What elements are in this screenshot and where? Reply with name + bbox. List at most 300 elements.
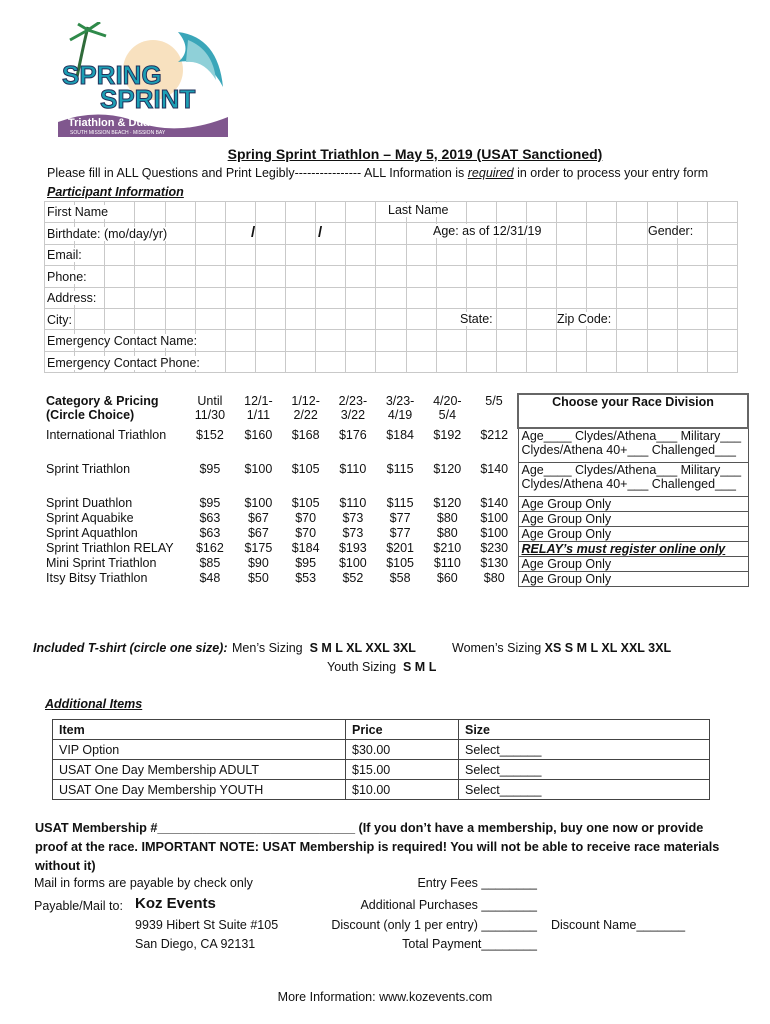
grid-cell[interactable] [195,330,225,351]
grid-cell[interactable] [617,351,647,372]
price-cell[interactable]: $73 [342,526,364,540]
price-cell[interactable]: $52 [342,571,364,585]
category-name[interactable]: Itsy Bitsy Triathlon [46,571,148,585]
grid-cell[interactable] [587,202,617,223]
grid-cell[interactable] [225,244,255,265]
price-cell[interactable]: $105 [291,496,320,510]
division-cell[interactable] [518,556,748,571]
price-cell[interactable]: $105 [291,462,320,476]
grid-cell[interactable] [587,266,617,287]
grid-cell[interactable] [406,223,436,244]
grid-cell[interactable] [677,351,707,372]
grid-cell[interactable] [316,308,346,329]
price-cell[interactable]: $201 [386,541,414,555]
grid-cell[interactable] [436,244,466,265]
category-row[interactable] [43,541,748,556]
grid-cell[interactable] [346,330,376,351]
grid-cell[interactable] [346,351,376,372]
grid-cell[interactable] [707,330,737,351]
grid-cell[interactable] [406,287,436,308]
grid-cell[interactable] [135,202,165,223]
additional-purchases-field[interactable]: Additional Purchases ________ [360,898,537,912]
tshirt-label: Included T-shirt (circle one size): [33,641,228,655]
grid-cell[interactable] [466,287,496,308]
additional-item-row[interactable] [53,780,710,800]
price-cell[interactable]: $152 [195,428,224,442]
price-cell[interactable]: $110 [433,556,461,570]
category-header: Category & Pricing (Circle Choice) [46,394,159,422]
grid-cell[interactable] [195,308,225,329]
grid-cell[interactable] [195,244,225,265]
grid-cell[interactable] [587,287,617,308]
grid-cell[interactable] [527,244,557,265]
price-cell[interactable]: $120 [433,496,462,510]
division-text: RELAY’s must register online only [521,541,726,556]
grid-cell[interactable] [286,223,316,244]
price-cell[interactable]: $90 [247,556,269,570]
price-cell[interactable]: $70 [295,511,317,525]
category-name[interactable]: Sprint Duathlon [46,496,133,510]
division-cell[interactable] [518,526,748,541]
grid-cell[interactable] [466,244,496,265]
grid-cell[interactable] [527,266,557,287]
price-cell[interactable]: $110 [339,496,367,510]
price-cell[interactable]: $212 [480,428,509,442]
grid-cell[interactable] [346,202,376,223]
grid-cell[interactable] [255,308,285,329]
category-name[interactable]: Mini Sprint Triathlon [46,556,157,570]
price-cell[interactable]: $67 [247,526,269,540]
grid-cell[interactable] [557,330,587,351]
division-text: Age Group Only [521,511,612,526]
grid-cell[interactable] [557,202,587,223]
grid-cell[interactable] [406,330,436,351]
grid-cell[interactable] [255,266,285,287]
page-title: Spring Sprint Triathlon – May 5, 2019 (USAT Sanctioned) [227,146,603,162]
grid-cell[interactable] [436,330,466,351]
price-cell[interactable]: $100 [480,526,509,540]
grid-cell[interactable] [346,244,376,265]
division-cell[interactable] [518,541,748,556]
grid-row-address[interactable] [45,287,738,308]
grid-cell[interactable] [255,330,285,351]
division-header: Choose your Race Division [518,394,748,428]
price-cell[interactable]: $162 [195,541,224,555]
category-name[interactable]: Sprint Aquathlon [46,526,138,540]
category-row[interactable] [43,511,748,526]
additional-item-row[interactable] [53,740,710,760]
additional-items-heading: Additional Items [45,697,143,711]
category-row[interactable] [43,571,748,586]
price-cell[interactable]: $67 [247,511,269,525]
grid-cell[interactable] [557,244,587,265]
price-cell[interactable]: $110 [339,462,367,476]
grid-cell[interactable] [75,308,105,329]
grid-cell[interactable] [316,287,346,308]
items-head-price: Price [346,720,459,740]
grid-cell[interactable] [105,308,135,329]
grid-row-city[interactable] [45,308,738,329]
division-text: Age Group Only [521,496,612,511]
division-text: Age Group Only [521,526,612,541]
grid-cell[interactable] [316,244,346,265]
grid-cell[interactable] [557,351,587,372]
grid-cell[interactable] [225,308,255,329]
womens-sizing[interactable]: Women’s Sizing XS S M L XL XXL 3XL [452,641,672,655]
grid-cell[interactable] [496,266,526,287]
grid-cell[interactable] [105,266,135,287]
grid-cell[interactable] [617,287,647,308]
price-cell[interactable]: $115 [386,496,414,510]
division-text: Clydes/Athena 40+___ Challenged___ [521,443,736,457]
grid-cell[interactable] [135,308,165,329]
grid-cell[interactable] [436,351,466,372]
grid-cell[interactable] [677,244,707,265]
grid-cell[interactable] [707,287,737,308]
youth-sizing[interactable]: Youth Sizing S M L [327,660,437,674]
payable-label: Payable/Mail to: [34,899,123,913]
grid-cell[interactable] [286,244,316,265]
price-cell[interactable]: $50 [247,571,269,585]
participant-heading: Participant Information [47,185,184,199]
grid-cell[interactable] [105,287,135,308]
price-cell[interactable]: $105 [386,556,414,570]
additional-item-cell[interactable]: Select______ [459,760,710,780]
additional-item-row[interactable] [53,760,710,780]
price-cell[interactable]: $58 [389,571,411,585]
grid-cell[interactable] [617,330,647,351]
date-col-2: 1/12- 2/22 [291,394,320,422]
price-cell[interactable]: $184 [291,541,320,555]
grid-cell[interactable] [255,223,285,244]
grid-cell[interactable] [286,266,316,287]
grid-cell[interactable] [647,330,677,351]
grid-cell[interactable] [255,287,285,308]
grid-cell[interactable] [255,351,285,372]
grid-cell[interactable] [195,202,225,223]
additional-items-table [52,719,710,800]
additional-item-cell: $30.00 [346,740,459,760]
first-name-label: First Name [47,205,109,219]
date-col-3: 2/23- 3/22 [338,394,368,422]
price-cell[interactable]: $53 [295,571,317,585]
additional-item-cell[interactable]: Select______ [459,740,710,760]
grid-cell[interactable] [255,202,285,223]
price-cell[interactable]: $230 [480,541,509,555]
grid-cell[interactable] [376,330,406,351]
additional-item-cell: $10.00 [346,780,459,800]
grid-cell[interactable] [707,202,737,223]
grid-cell[interactable] [316,351,346,372]
grid-cell[interactable] [135,266,165,287]
price-cell[interactable]: $95 [199,496,221,510]
price-cell[interactable]: $115 [386,462,414,476]
date-col-6: 5/5 [485,394,503,408]
price-cell[interactable]: $77 [389,511,411,525]
grid-cell[interactable] [496,330,526,351]
grid-cell[interactable] [105,244,135,265]
state-label: State: [460,312,493,326]
grid-cell[interactable] [135,244,165,265]
grid-cell[interactable] [376,351,406,372]
price-cell[interactable]: $80 [436,511,458,525]
division-text: Age____ Clydes/Athena___ Military___ [521,462,742,477]
grid-cell[interactable] [195,223,225,244]
price-cell[interactable]: $77 [389,526,411,540]
division-text: Age Group Only [521,571,612,586]
grid-cell[interactable] [286,202,316,223]
grid-cell[interactable] [165,244,195,265]
grid-cell[interactable] [346,223,376,244]
price-cell[interactable]: $70 [295,526,317,540]
items-head-item: Item [53,720,346,740]
price-cell[interactable]: $193 [338,541,367,555]
grid-cell[interactable] [286,287,316,308]
entry-fees-field[interactable]: Entry Fees ________ [417,876,537,890]
price-cell[interactable]: $100 [244,496,273,510]
price-cell[interactable]: $160 [244,428,273,442]
mens-sizing[interactable]: Men’s Sizing S M L XL XXL 3XL [232,641,416,655]
logo-text-subtitle: Triathlon & Duathlon [68,117,177,129]
grid-cell[interactable] [225,266,255,287]
price-cell[interactable]: $60 [436,571,458,585]
discount-field[interactable]: Discount (only 1 per entry) ________ [331,918,537,932]
grid-cell[interactable] [527,330,557,351]
grid-cell[interactable] [346,266,376,287]
grid-cell[interactable] [466,330,496,351]
grid-cell[interactable] [225,330,255,351]
total-payment-field[interactable]: Total Payment________ [402,937,537,951]
price-cell[interactable]: $176 [338,428,367,442]
price-cell[interactable]: $100 [244,462,273,476]
grid-cell[interactable] [376,287,406,308]
emergency-name-label: Emergency Contact Name: [47,334,198,348]
birthdate-slash-1: / [251,224,256,241]
grid-cell[interactable] [557,223,587,244]
grid-cell[interactable] [707,308,737,329]
grid-cell[interactable] [225,287,255,308]
grid-cell[interactable] [587,351,617,372]
grid-cell[interactable] [527,308,557,329]
grid-cell[interactable] [677,266,707,287]
grid-cell[interactable] [707,244,737,265]
grid-row-phone[interactable] [45,266,738,287]
price-cell[interactable]: $100 [338,556,367,570]
company-city: San Diego, CA 92131 [135,937,256,951]
grid-cell[interactable] [617,202,647,223]
grid-cell[interactable] [225,351,255,372]
additional-item-cell: VIP Option [53,740,346,760]
address-label: Address: [47,291,97,305]
category-name[interactable]: Sprint Triathlon RELAY [46,541,174,555]
grid-cell[interactable] [587,330,617,351]
grid-cell[interactable] [165,223,195,244]
category-row[interactable] [43,428,748,462]
grid-cell[interactable] [707,223,737,244]
city-label: City: [47,313,72,327]
grid-cell[interactable] [557,287,587,308]
grid-cell[interactable] [527,202,557,223]
grid-cell[interactable] [557,266,587,287]
category-name[interactable]: International Triathlon [46,428,167,442]
grid-cell[interactable] [647,266,677,287]
grid-cell[interactable] [677,308,707,329]
discount-name-field[interactable]: Discount Name_______ [551,918,686,932]
zip-label: Zip Code: [557,312,612,326]
price-cell[interactable]: $192 [433,428,462,442]
division-text: Age____ Clydes/Athena___ Military___ [521,429,742,443]
price-cell[interactable]: $63 [199,511,221,525]
price-cell[interactable]: $100 [480,511,509,525]
phone-label: Phone: [47,270,87,284]
division-text: Clydes/Athena 40+___ Challenged___ [521,476,736,491]
additional-item-cell: $15.00 [346,760,459,780]
grid-cell[interactable] [466,266,496,287]
category-row[interactable] [43,462,748,496]
price-cell[interactable]: $80 [436,526,458,540]
date-col-5: 4/20- 5/4 [433,394,462,422]
division-cell[interactable] [518,462,748,496]
division-cell[interactable] [518,428,748,462]
grid-cell[interactable] [677,202,707,223]
grid-cell[interactable] [466,351,496,372]
company-street: 9939 Hibert St Suite #105 [135,918,279,932]
price-cell[interactable]: $95 [295,556,317,570]
grid-cell[interactable] [225,202,255,223]
grid-cell[interactable] [436,266,466,287]
birthdate-slash-2: / [318,224,323,241]
grid-cell[interactable] [617,244,647,265]
grid-cell[interactable] [286,351,316,372]
required-emphasis: required [467,166,514,180]
price-cell[interactable]: $175 [244,541,273,555]
price-cell[interactable]: $140 [480,496,509,510]
email-label: Email: [47,248,82,262]
grid-cell[interactable] [617,223,647,244]
grid-cell[interactable] [527,351,557,372]
grid-cell[interactable] [165,202,195,223]
price-cell[interactable]: $48 [199,571,221,585]
usat-membership-note: USAT Membership #____________________________ (If you don’t have a membership, buy one now or provide proof at the race. IMPORTANT NOTE: USAT Membership is required! You will not be able to receive race materials without it) [35,821,720,873]
division-text: Age Group Only [521,556,612,571]
grid-cell[interactable] [316,330,346,351]
grid-cell[interactable] [647,202,677,223]
grid-cell[interactable] [436,287,466,308]
grid-cell[interactable] [496,287,526,308]
grid-cell[interactable] [587,244,617,265]
grid-cell[interactable] [677,330,707,351]
grid-cell[interactable] [496,308,526,329]
category-name[interactable]: Sprint Triathlon [46,462,131,476]
price-cell[interactable]: $210 [433,541,462,555]
grid-cell[interactable] [496,202,526,223]
grid-cell[interactable] [376,266,406,287]
last-name-label: Last Name [388,203,449,217]
age-label: Age: as of 12/31/19 [433,224,542,238]
grid-cell[interactable] [135,287,165,308]
price-cell[interactable]: $63 [199,526,221,540]
grid-cell[interactable] [316,202,346,223]
category-row[interactable] [43,526,748,541]
footer-info: More Information: www.kozevents.com [277,990,493,1004]
date-col-0: Until 11/30 [194,394,226,422]
grid-cell[interactable] [707,351,737,372]
price-cell[interactable]: $80 [483,571,505,585]
grid-cell[interactable] [496,351,526,372]
grid-row-email[interactable] [45,244,738,265]
grid-cell[interactable] [105,202,135,223]
items-head-size: Size [459,720,710,740]
grid-cell[interactable] [165,287,195,308]
birthdate-label: Birthdate: (mo/day/yr) [47,227,168,241]
price-cell[interactable]: $140 [480,462,509,476]
division-cell[interactable] [518,511,748,526]
additional-item-cell: USAT One Day Membership YOUTH [53,780,346,800]
grid-cell[interactable] [346,308,376,329]
grid-cell[interactable] [677,287,707,308]
price-cell[interactable]: $130 [480,556,509,570]
grid-cell[interactable] [195,287,225,308]
price-cell[interactable]: $120 [433,462,462,476]
grid-cell[interactable] [406,351,436,372]
date-col-1: 12/1- 1/11 [244,394,273,422]
division-cell[interactable] [518,571,748,586]
grid-cell[interactable] [406,308,436,329]
category-pricing-table [43,393,749,587]
grid-cell[interactable] [647,287,677,308]
category-row[interactable] [43,556,748,571]
grid-cell[interactable] [707,266,737,287]
category-name[interactable]: Sprint Aquabike [46,511,134,525]
grid-cell[interactable] [406,266,436,287]
price-cell[interactable]: $168 [291,428,320,442]
grid-cell[interactable] [165,266,195,287]
grid-cell[interactable] [466,202,496,223]
price-cell[interactable]: $184 [386,428,414,442]
event-logo [48,22,238,137]
grid-cell[interactable] [286,330,316,351]
grid-cell[interactable] [316,266,346,287]
price-cell[interactable]: $85 [199,556,221,570]
price-cell[interactable]: $95 [199,462,221,476]
grid-cell[interactable] [376,308,406,329]
grid-cell[interactable] [496,244,526,265]
logo-text-location: SOUTH MISSION BEACH · MISSION BAY [70,130,166,136]
grid-cell[interactable] [346,287,376,308]
grid-cell[interactable] [647,308,677,329]
gender-label: Gender: [648,224,694,238]
grid-cell[interactable] [617,266,647,287]
grid-cell[interactable] [617,308,647,329]
grid-cell[interactable] [376,223,406,244]
grid-cell[interactable] [527,287,557,308]
grid-cell[interactable] [286,308,316,329]
grid-cell[interactable] [195,266,225,287]
grid-cell[interactable] [647,351,677,372]
grid-cell[interactable] [165,308,195,329]
logo-text-sprint: SPRINT [100,84,196,114]
grid-cell[interactable] [376,244,406,265]
additional-item-cell: USAT One Day Membership ADULT [53,760,346,780]
grid-cell[interactable] [587,223,617,244]
price-cell[interactable]: $73 [342,511,364,525]
category-row[interactable] [43,496,748,511]
grid-cell[interactable] [647,244,677,265]
grid-cell[interactable] [255,244,285,265]
additional-item-cell[interactable]: Select______ [459,780,710,800]
division-cell[interactable] [518,496,748,511]
grid-cell[interactable] [406,244,436,265]
